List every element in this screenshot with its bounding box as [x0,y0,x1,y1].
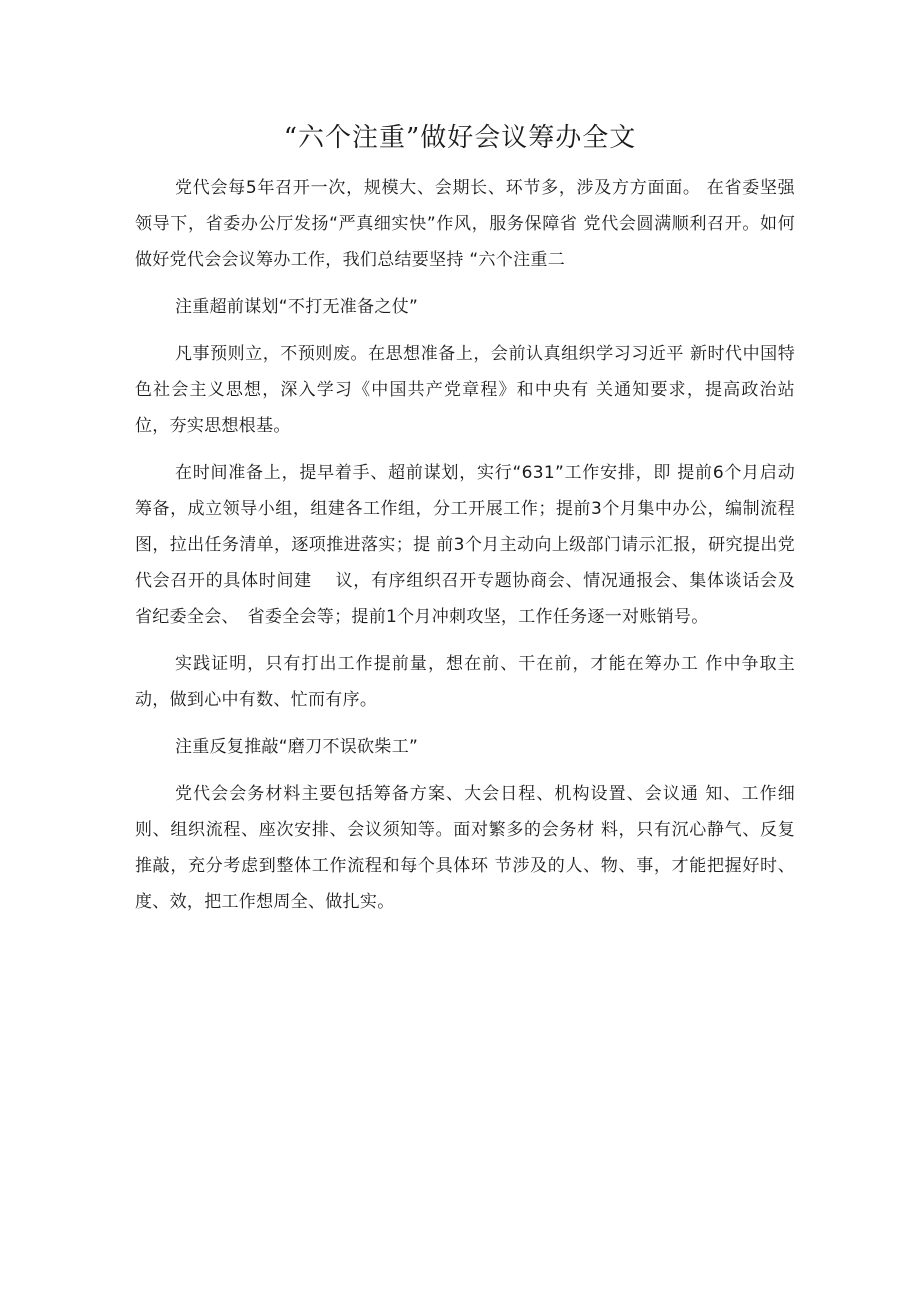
document-body [135,170,795,931]
paragraph-practice: 实践证明，只有打出工作提前量，想在前、干在前，才能在筹办工 作中争取主动，做到心中有数、忙而有序。 [135,654,795,710]
paragraph-ideology: 凡事预则立，不预则废。在思想准备上，会前认真组织学习习近平 新时代中国特色社会主义思想，深入学习《中国共产党章程》和中央有 关通知要求，提高政治站位，夯实思想根基。 [135,344,795,436]
section-heading-2: 注重反复推敲“磨刀不误砍柴工” [175,737,419,757]
paragraph-materials: 党代会会务材料主要包括筹备方案、大会日程、机构设置、会议通 知、工作细则、组织流程、座次安排、会议须知等。面对繁多的会务材 料，只有沉心静气、反复推敲，充分考虑到整体工作流程和每个具体环 节涉及的人、物、事，才能把握好时、度、效，把工作想周全、做扎实。 [135,784,795,912]
paragraph-timeline: 在时间准备上，提早着手、超前谋划，实行“631”工作安排，即 提前6个月启动筹备，成立领导小组，组建各工作组，分工开展工作；提前3个月集中办公，编制流程图，拉出任务清单，逐项推进落实；提 前3个月主动向上级部门请示汇报，研究提出党代会召开的具体时间建 议，有序组织召开专题协商会、情况通报会、集体谈话会及省纪委全会、 省委全会等；提前1个月冲刺攻坚，工作任务逐一对账销号。 [135,463,795,627]
section-heading-1: 注重超前谋划“不打无准备之仗” [175,297,419,317]
paragraph-intro: 党代会每5年召开一次，规模大、会期长、环节多，涉及方方面面。 在省委坚强领导下，省委办公厅发扬“严真细实快”作风，服务保障省 党代会圆满顺利召开。如何做好党代会会议筹办工作，我们总结要坚持 “六个注重二 [135,178,795,270]
document-title: “六个注重”做好会议筹办全文 [283,123,637,153]
